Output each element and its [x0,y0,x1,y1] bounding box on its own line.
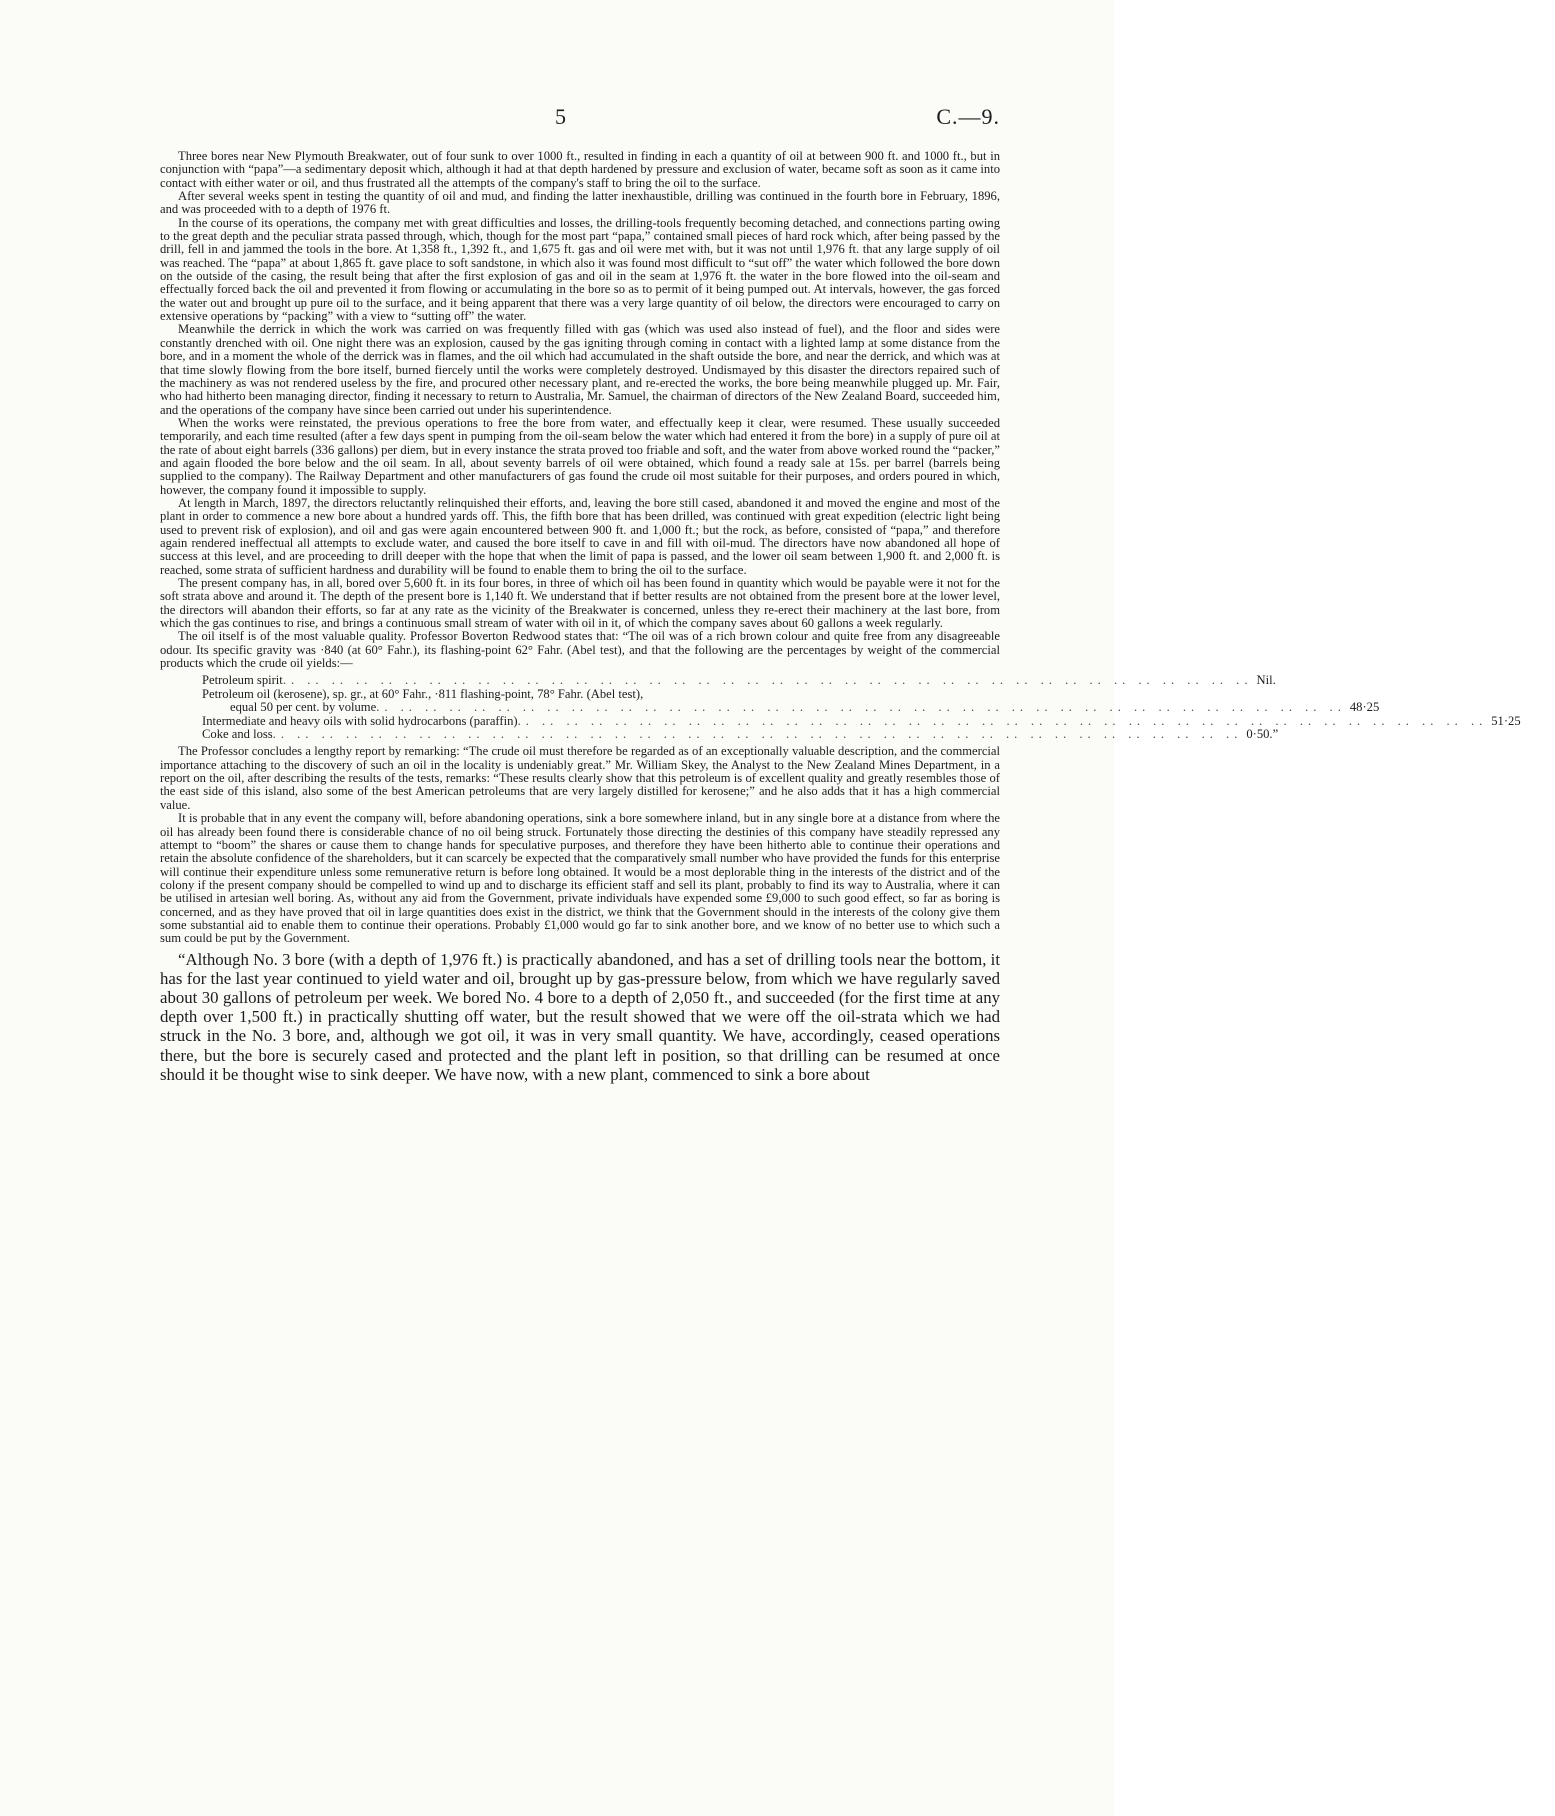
yield-row [202,713,1521,728]
paragraph: Three bores near New Plymouth Breakwater, out of four sunk to over 1000 ft., resulted in finding in each a quantity of oil at between 900 ft. and 1000 ft., but in conjunction with “papa”—a sedimentary deposit which, although it had at that depth hardened by pressure and exclusion of water, became soft as soon as it came into contact with either water or oil, and thus frustrated all the attempts of the company's staff to bring the oil to the surface. [160,149,1000,190]
paragraph: The present company has, in all, bored over 5,600 ft. in its four bores, in three of which oil has been found in quantity which would be payable were it not for the soft strata above and around it. The depth of the present bore is 1,140 ft. We understand that if better results are not obtained from the present bore at the lower level, the directors will abandon their efforts, so far at any rate as the vicinity of the Breakwater is concerned, unless they re-erect their machinery at the last bore, from which the gas continues to rise, and brings a continuous small stream of water with oil in it, of which the company saves about 60 gallons a week regularly. [160,576,1000,631]
yield-row [202,673,1276,688]
report-body [160,149,1521,1084]
paragraph: The Professor concludes a lengthy report by remarking: “The crude oil must therefore be regarded as of an exceptionally valuable description, and the commercial importance attaching to the discovery of such an oil in the locality is undeniably great.” Mr. William Skey, the Analyst to the New Zealand Mines Department, in a report on the oil, after describing the results of the tests, remarks: “These results clearly show that this petroleum is of excellent quality and greatly resembles those of the east side of this island, also some of the best American petroleums that are very largely distilled for kerosene;” and he also adds that it has a high commercial value. [160,744,1000,812]
dot-leader: .. .. .. .. .. .. .. .. .. .. .. .. .. .. .. .. .. .. .. .. .. .. .. .. .. .. .. .. .. .. .. .. .. .. .. .. .. .. .. .. [376,700,1346,715]
dot-leader: .. .. .. .. .. .. .. .. .. .. .. .. .. .. .. .. .. .. .. .. .. .. .. .. .. .. .. .. .. .. .. .. .. .. .. .. .. .. .. .. [272,727,1243,742]
quoted-statement [160,950,1000,1084]
dot-leader: .. .. .. .. .. .. .. .. .. .. .. .. .. .. .. .. .. .. .. .. .. .. .. .. .. .. .. .. .. .. .. .. .. .. .. .. .. .. .. .. [282,673,1253,688]
paragraph: Meanwhile the derrick in which the work was carried on was frequently filled with gas (which was used also instead of fuel), and the floor and sides were constantly drenched with oil. One night there was an explosion, caused by the gas igniting through coming in contact with a lighted lamp at some distance from the bore, and in a moment the whole of the derrick was in flames, and the oil which had accumulated in the shaft outside the bore, and near the derrick, and which was at that time slowly flowing from the bore itself, burned fiercely until the works were completely destroyed. Undismayed by this disaster the directors repaired such of the machinery as was not rendered useless by the fire, and procured other necessary plant, and re-erected the works, the bore being meanwhile plugged up. Mr. Fair, who had hitherto been managing director, finding it necessary to return to Australia, Mr. Samuel, the chairman of directors of the New Zealand Board, succeeded him, and the operations of the company have since been carried out under his superintendence. [160,322,1000,417]
dot-leader: .. .. .. .. .. .. .. .. .. .. .. .. .. .. .. .. .. .. .. .. .. .. .. .. .. .. .. .. .. .. .. .. .. .. .. .. .. .. .. .. [517,713,1488,728]
paragraph: It is probable that in any event the company will, before abandoning operations, sink a bore somewhere inland, but in any single bore at a distance from where the oil has already been found there is considerable chance of no oil being struck. Fortunately those directing the destinies of this company have steadily repressed any attempt to “boom” the shares or cause them to change hands for speculative purposes, and therefore they have been hitherto able to continue their operations and retain the absolute confidence of the shareholders, but it can scarcely be expected that the comparatively small number who have provided the funds for this enterprise will continue their expenditure unless some remunerative return is before long obtained. It would be a most deplorable thing in the interests of the district and of the colony if the present company should be compelled to wind up and to discharge its efficient staff and sell its plant, probably to find its way to Australia, where it can be utilised in artesian well boring. As, without any aid from the Government, private individuals have expended some £9,000 to such good effect, so far as boring is concerned, and as they have proved that oil in large quantities does exist in the district, we think that the Government should in the interests of the colony give them some substantial aid to enable them to continue their operations. Probably £1,000 would go far to sink another bore, and we know of no better use to which such a sum could be put by the Government. [160,811,1000,946]
paragraph: In the course of its operations, the company met with great difficulties and losses, the drilling-tools frequently becoming detached, and connections parting owing to the great depth and the peculiar strata passed through, which, though for the most part “papa,” contained small pieces of hard rock which, after being passed by the drill, fell in and jammed the tools in the bore. At 1,358 ft., 1,392 ft., and 1,675 ft. gas and oil were met with, but it was not until 1,976 ft. that any large supply of oil was reached. The “papa” at about 1,865 ft. gave place to soft sandstone, in which also it was found most difficult to “sut off” the water which followed the bore down on the outside of the casing, the result being that after the first explosion of gas and oil in the seam at 1,976 ft. the water in the bore flowed into the oil-seam and effectually forced back the oil and prevented it from flowing or accumulating in the bore so as to permit of it being pumped out. At intervals, however, the gas forced the water out and brought up pure oil to the surface, and it being apparent that there was a very large quantity of oil below, the directors were encouraged to carry on extensive operations by “packing” with a view to “sutting off” the water. [160,215,1000,324]
quote-paragraph: “Although No. 3 bore (with a depth of 1,976 ft.) is practically abandoned, and has a set of drilling tools near the bottom, it has for the last year continued to yield water and oil, brought up by gas-pressure below, from which we have regularly saved about 30 gallons of petroleum per week. We bored No. 4 bore to a depth of 2,050 ft., and succeeded (for the first time at any depth over 1,500 ft.) in practically shutting off water, but the result showed that we were off the oil-strata which we had struck in the No. 3 bore, and, although we got oil, it was in very small quantity. We have, accordingly, ceased operations there, but the bore is securely cased and protected and the plant left in position, so that drilling can be resumed at once should it be thought wise to sink deeper. We have now, with a new plant, commenced to sink a bore about [160,949,1000,1084]
oil-yields-table [202,673,1521,742]
yield-value: Nil. [1256,673,1276,688]
page-header [160,104,1000,134]
page-number: 5 [555,104,566,129]
yield-label: Petroleum oil (kerosene), sp. gr., at 60° Fahr., ·811 flashing-point, 78° Fahr. (Abel test), [202,686,644,701]
yield-label: equal 50 per cent. by volume [230,700,377,715]
yield-row [202,700,1380,715]
yield-value: 48·25 [1349,700,1380,715]
paragraph: When the works were reinstated, the previous operations to free the bore from water, and effectually keep it clear, were resumed. These usually succeeded temporarily, and each time resulted (after a few days spent in pumping from the oil-seam below the water which had entered it from the bore) in a supply of pure oil at the rate of about eight barrels (336 gallons) per diem, but in every instance the strata proved too friable and soft, and the water from above worked round the “packer,” and again flooded the bore below and the oil seam. In all, about seventy barrels of oil were obtained, which found a ready sale at 15s. per barrel (barrels being supplied to the company). The Railway Department and other manufacturers of gas found the crude oil most suitable for their purposes, and orders poured in which, however, the company found it impossible to supply. [160,415,1000,497]
paragraph: After several weeks spent in testing the quantity of oil and mud, and finding the latter inexhaustible, drilling was continued in the fourth bore in February, 1896, and was proceeded with to a depth of 1976 ft. [160,189,1000,217]
yield-value: 0·50.” [1246,727,1279,742]
yield-label: Intermediate and heavy oils with solid hydrocarbons (paraffin) [202,713,518,728]
yield-label: Coke and loss [202,727,273,742]
document-reference: C.—9. [936,104,1000,129]
yield-row [202,688,950,701]
yield-label: Petroleum spirit [202,673,283,688]
yield-value: 51·25 [1491,713,1521,728]
paragraph: The oil itself is of the most valuable quality. Professor Boverton Redwood states that: “The oil was of a rich brown colour and quite free from any disagreeable odour. Its specific gravity was ·840 (at 60° Fahr.), its flashing-point 62° Fahr. (Abel test), and that the following are the percentages by weight of the commercial products which the crude oil yields:— [160,629,1000,671]
paragraph: At length in March, 1897, the directors reluctantly relinquished their efforts, and, leaving the bore still cased, abandoned it and moved the engine and most of the plant in order to commence a new bore about a hundred yards off. This, the fifth bore that has been drilled, was continued with great expedition (electric light being used to prevent risk of explosion), and oil and gas were again encountered between 900 ft. and 1,000 ft.; but the rock, as before, consisted of “papa,” and therefore again rendered ineffectual all attempts to exclude water, and caused the bore itself to cave in and fill with oil-mud. The directors have now abandoned all hope of success at this level, and are proceeding to drill deeper with the hope that when the limit of papa is passed, and the lower oil seam between 1,900 ft. and 2,000 ft. is reached, some strata of sufficient hardness and durability will be found to enable them to bring the oil to the surface. [160,495,1000,577]
yield-row [202,727,1279,742]
